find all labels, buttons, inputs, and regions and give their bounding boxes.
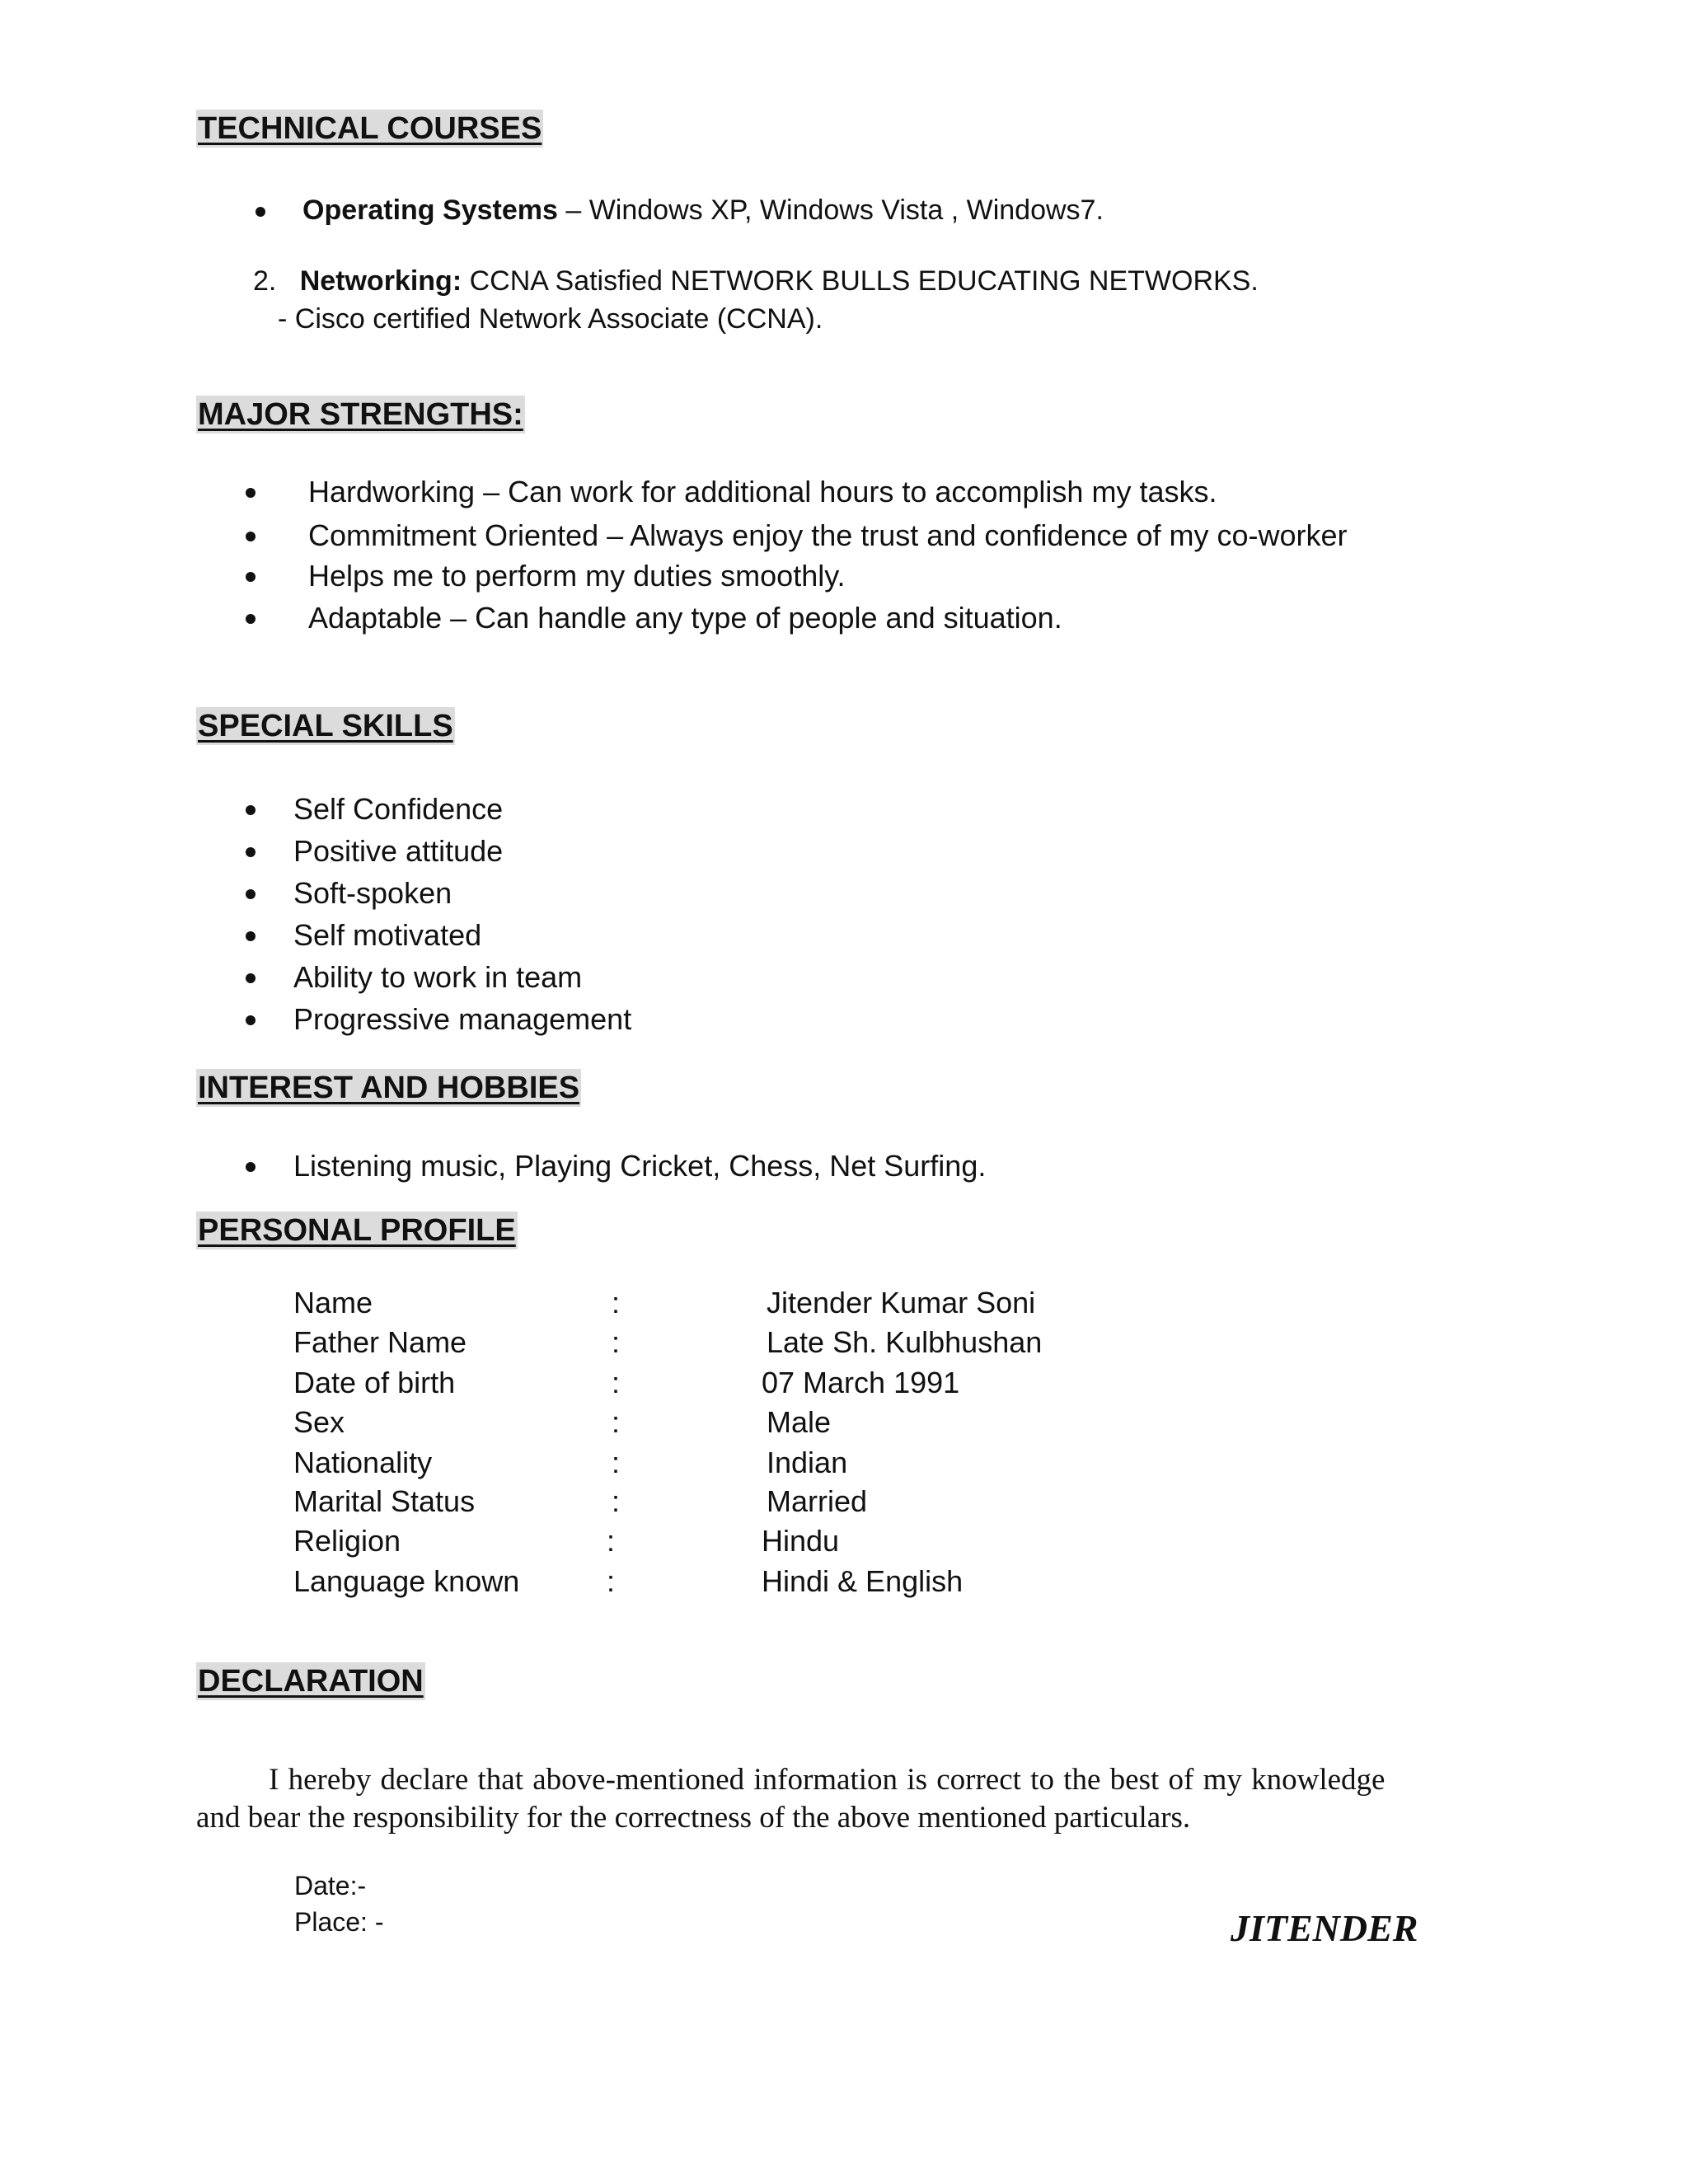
profile-label: Language known — [293, 1564, 520, 1598]
major-strengths-heading: MAJOR STRENGTHS: — [198, 397, 523, 432]
profile-label: Nationality — [293, 1446, 433, 1479]
networking-text: CCNA Satisfied NETWORK BULLS EDUCATING NETWORKS. — [462, 265, 1259, 297]
strength-item: Helps me to perform my duties smoothly. — [308, 559, 846, 593]
profile-value: Male — [767, 1405, 832, 1439]
profile-label: Sex — [293, 1405, 345, 1439]
skill-item: Ability to work in team — [293, 960, 583, 994]
profile-value: 07 March 1991 — [762, 1366, 960, 1399]
bullet-icon — [246, 931, 256, 941]
profile-separator: : — [612, 1405, 621, 1439]
networking-label: Networking: — [299, 265, 462, 297]
os-text: – Windows XP, Windows Vista , Windows7. — [557, 194, 1104, 226]
networking-number: 2. — [253, 265, 277, 297]
operating-systems-item — [302, 191, 1104, 229]
bullet-icon — [246, 889, 256, 899]
profile-value: Married — [767, 1484, 868, 1518]
os-label: Operating Systems — [302, 194, 558, 226]
interest-hobbies-heading: INTEREST AND HOBBIES — [198, 1071, 580, 1105]
skill-item: Progressive management — [293, 1002, 632, 1036]
profile-separator: : — [612, 1366, 621, 1399]
ccna-line: - Cisco certified Network Associate (CCNA). — [278, 303, 823, 335]
profile-separator: : — [612, 1446, 621, 1479]
skill-item: Self motivated — [293, 918, 482, 952]
profile-label: Marital Status — [293, 1484, 476, 1518]
profile-separator: : — [612, 1484, 621, 1518]
skill-item: Soft-spoken — [293, 876, 452, 910]
profile-value: Indian — [767, 1446, 848, 1479]
declaration-text-line: I hereby declare that above-mentioned information is correct to the best of my knowledge — [269, 1763, 1386, 1797]
profile-separator: : — [607, 1564, 616, 1598]
hobbies-item: Listening music, Playing Cricket, Chess, Net Surfing. — [293, 1149, 987, 1183]
profile-label: Religion — [293, 1524, 401, 1558]
bullet-icon — [246, 1162, 256, 1172]
profile-label: Date of birth — [293, 1366, 456, 1399]
signature-name: JITENDER — [1231, 1907, 1418, 1949]
declaration-text-line: and bear the responsibility for the correctness of the above mentioned particulars. — [196, 1801, 1191, 1835]
profile-separator: : — [612, 1325, 621, 1359]
profile-value: Hindi & English — [762, 1564, 964, 1598]
skill-item: Positive attitude — [293, 834, 504, 868]
strength-item: Commitment Oriented – Always enjoy the trust and confidence of my co-worker — [308, 518, 1348, 552]
skill-item: Self Confidence — [293, 792, 504, 826]
bullet-icon — [246, 973, 256, 983]
bullet-icon — [246, 572, 256, 582]
bullet-icon — [256, 207, 265, 217]
profile-value: Hindu — [762, 1524, 840, 1558]
bullet-icon — [246, 488, 256, 498]
profile-value: Jitender Kumar Soni — [767, 1286, 1036, 1319]
strength-item: Adaptable – Can handle any type of people and situation. — [308, 601, 1062, 635]
place-label: Place: - — [294, 1907, 384, 1937]
profile-label: Name — [293, 1286, 373, 1319]
networking-item — [253, 262, 1259, 300]
bullet-icon — [246, 1015, 256, 1025]
bullet-icon — [246, 614, 256, 624]
profile-value: Late Sh. Kulbhushan — [767, 1325, 1043, 1359]
special-skills-heading: SPECIAL SKILLS — [198, 709, 453, 743]
date-label: Date:- — [294, 1871, 367, 1900]
personal-profile-heading: PERSONAL PROFILE — [198, 1213, 516, 1248]
profile-separator: : — [612, 1286, 621, 1319]
bullet-icon — [246, 805, 256, 815]
technical-courses-heading: TECHNICAL COURSES — [198, 111, 542, 146]
strength-item: Hardworking – Can work for additional hours to accomplish my tasks. — [308, 475, 1217, 509]
profile-label: Father Name — [293, 1325, 467, 1359]
profile-separator: : — [607, 1524, 616, 1558]
declaration-heading: DECLARATION — [198, 1664, 424, 1699]
bullet-icon — [246, 847, 256, 857]
bullet-icon — [246, 532, 256, 541]
